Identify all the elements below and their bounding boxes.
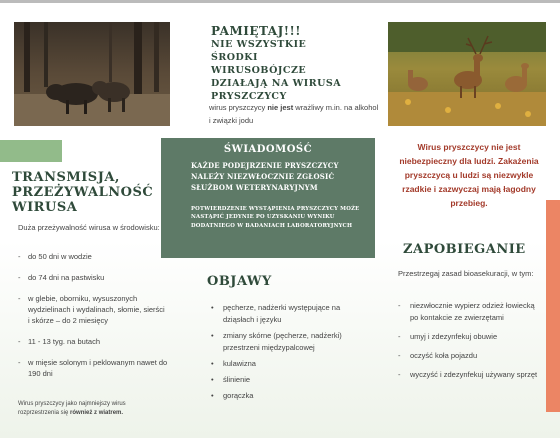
prevention-intro: Przestrzegaj zasad bioasekuracji, w tym: bbox=[398, 269, 534, 278]
symptoms-list bbox=[211, 302, 371, 406]
dot-bullet: • bbox=[211, 303, 214, 312]
reminder-body bbox=[209, 101, 379, 127]
prevention-title: ZAPOBIEGANIE bbox=[403, 242, 526, 257]
transmission-note-emphasis: również z wiatrem. bbox=[70, 410, 124, 416]
dash-bullet: - bbox=[398, 370, 401, 379]
reminder-title-line: PRYSZCZYCY bbox=[211, 91, 287, 102]
list-item-text: w mięsie solonym i peklowanym nawet do 190 dni bbox=[28, 358, 168, 378]
wild-boars-photo bbox=[14, 22, 170, 126]
top-border bbox=[0, 0, 560, 3]
human-safety-warning: Wirus pryszczycy nie jest niebezpieczny dla ludzi. Zakażenia pryszczycą u ludzi są niezwykle rzadkie i zazwyczaj mają łagodny przebieg. bbox=[399, 142, 539, 208]
transmission-note bbox=[18, 400, 168, 418]
transmission-title-line: TRANSMISJA, bbox=[12, 170, 120, 185]
list-item bbox=[18, 272, 168, 283]
list-item-text: pęcherze, nadżerki występujące na dziąsłach i języku bbox=[223, 303, 341, 324]
reminder-body-text: wrażliwy m.in. na alkohol i związki jodu bbox=[209, 103, 379, 125]
reminder-body-text: wirus pryszczycy bbox=[209, 103, 268, 112]
awareness-box bbox=[161, 138, 375, 258]
list-item bbox=[211, 390, 371, 402]
list-item bbox=[18, 357, 168, 379]
list-item-text: kulawizna bbox=[223, 359, 256, 368]
transmission-list bbox=[18, 251, 168, 379]
awareness-report-text: KAŻDE PODEJRZENIE PRYSZCZYCY NALEŻY NIEZWŁOCZNIE ZGŁOSIĆ SŁUŻBOM WETERYNARYJNYM bbox=[191, 161, 339, 192]
awareness-title: ŚWIADOMOŚĆ bbox=[223, 144, 313, 155]
list-item bbox=[18, 293, 168, 326]
reminder-title-line: DZIAŁAJĄ NA WIRUSA bbox=[211, 78, 342, 89]
transmission-title bbox=[12, 170, 162, 215]
dash-bullet: - bbox=[398, 332, 401, 341]
green-accent-bar bbox=[0, 140, 62, 162]
transmission-title-line: WIRUSA bbox=[12, 200, 78, 215]
list-item bbox=[398, 331, 543, 343]
dash-bullet: - bbox=[18, 273, 21, 282]
list-item-text: do 50 dni w wodzie bbox=[28, 252, 92, 261]
dash-bullet: - bbox=[398, 351, 401, 360]
reminder-title-line1: PAMIĘTAJ!!! bbox=[211, 24, 302, 38]
list-item bbox=[211, 302, 371, 326]
dot-bullet: • bbox=[211, 375, 214, 384]
dash-bullet: - bbox=[18, 294, 21, 303]
dot-bullet: • bbox=[211, 359, 214, 368]
list-item-text: 11 - 13 tyg. na butach bbox=[28, 337, 100, 346]
dash-bullet: - bbox=[18, 358, 21, 367]
prevention-list bbox=[398, 300, 543, 388]
list-item bbox=[211, 330, 371, 354]
list-item-text: wyczyść i zdezynfekuj używany sprzęt bbox=[410, 370, 538, 379]
transmission-title-line: PRZEŻYWALNOŚĆ bbox=[12, 185, 154, 200]
list-item-text: umyj i zdezynfekuj obuwie bbox=[410, 332, 498, 341]
dot-bullet: • bbox=[211, 391, 214, 400]
reminder-body-emphasis: nie jest bbox=[267, 103, 294, 112]
list-item bbox=[211, 374, 371, 386]
reminder-title-line: ŚRODKI bbox=[211, 52, 258, 63]
reminder-title-line: NIE WSZYSTKIE bbox=[211, 39, 307, 50]
list-item-text: w glebie, oborniku, wysuszonych wydzielinach i wydalinach, słomie, sierści i skórze – do 2 miesięcy bbox=[28, 294, 165, 325]
list-item-text: gorączka bbox=[223, 391, 254, 400]
awareness-confirmation-text: POTWIERDZENIE WYSTĄPIENIA PRYSZCZYCY MOŻE NASTĄPIĆ JEDYNIE PO UZYSKANIU WYNIKU DODATNIEGO W BADANIACH LABORATORYJNYCH bbox=[191, 206, 360, 229]
list-item bbox=[18, 251, 168, 262]
list-item bbox=[398, 300, 543, 324]
salmon-accent-bar bbox=[546, 200, 560, 412]
list-item bbox=[398, 350, 543, 362]
list-item-text: niezwłocznie wypierz odzież łowiecką po kontakcie ze zwierzętami bbox=[410, 301, 535, 322]
dot-bullet: • bbox=[211, 331, 214, 340]
reminder-title bbox=[211, 24, 381, 103]
list-item bbox=[18, 336, 168, 347]
list-item-text: do 74 dni na pastwisku bbox=[28, 273, 105, 282]
list-item-text: zmiany skórne (pęcherze, nadżerki) przestrzeni międzypalcowej bbox=[223, 331, 342, 352]
dash-bullet: - bbox=[18, 337, 21, 346]
symptoms-title: OBJAWY bbox=[207, 274, 272, 289]
list-item bbox=[211, 358, 371, 370]
list-item-text: ślinienie bbox=[223, 375, 251, 384]
transmission-note-text: Wirus pryszczycy jako najmniejszy wirus rozprzestrzenia się bbox=[18, 401, 126, 416]
transmission-intro: Duża przeżywalność wirusa w środowisku: bbox=[18, 223, 160, 232]
dash-bullet: - bbox=[18, 252, 21, 261]
list-item-text: oczyść koła pojazdu bbox=[410, 351, 478, 360]
list-item bbox=[398, 369, 543, 381]
reminder-title-line: WIRUSOBÓJCZE bbox=[211, 65, 307, 76]
deer-photo bbox=[388, 22, 546, 126]
dash-bullet: - bbox=[398, 301, 401, 310]
